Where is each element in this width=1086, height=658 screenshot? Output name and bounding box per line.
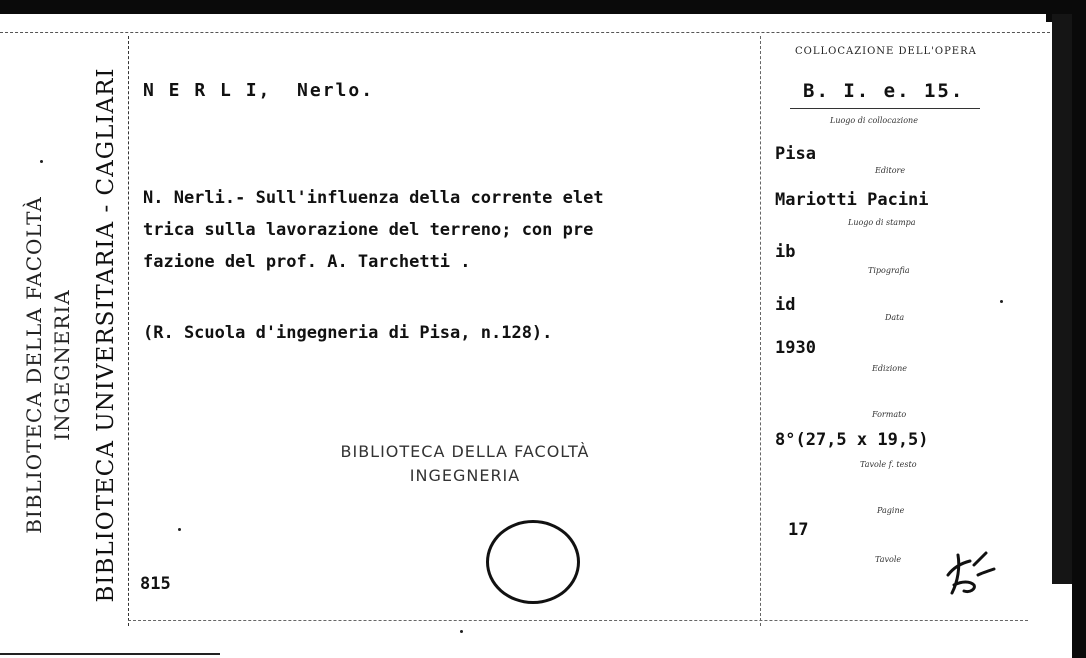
scan-border-top [0,0,1086,14]
card-rule-top [0,32,1050,33]
card-rule-right [760,36,761,626]
label-editore: Editore [875,166,906,175]
signature-initials [940,545,1000,600]
scan-speck [1000,300,1003,303]
title-line-2: trica sulla lavorazione del terreno; con pre [143,220,594,240]
label-tavole: Tavole [875,555,902,564]
pages: 17 [788,520,809,540]
inventory-number: 815 [140,574,171,594]
date: id [775,295,796,315]
scan-edge-bottom [0,653,220,655]
faculty-stamp-line1: BIBLIOTECA DELLA FACOLTÀ [22,196,46,534]
faculty-stamp [330,440,600,488]
shelfmark-underline [790,108,980,109]
place-of-publication: Pisa [775,144,816,164]
card-rule-bottom [128,620,1028,621]
title-line-1: N. Nerli.- Sull'influenza della corrente elet [143,188,604,208]
title-line-3: fazione del prof. A. Tarchetti . [143,252,471,272]
faculty-stamp-center-line2: INGEGNERIA [409,466,521,485]
label-fuori-testo: Tavole f. testo [860,460,917,469]
edition-year: 1930 [775,338,816,358]
label-luogo: Luogo di stampa [848,218,916,227]
faculty-stamp-line2: INGEGNERIA [50,289,74,441]
faculty-stamp-vertical [20,196,76,534]
label-collocazione: Luogo di collocazione [830,116,918,125]
scan-speck [460,630,463,633]
card-rule-left [128,36,129,626]
scan-speck [40,160,43,163]
series-statement: (R. Scuola d'ingegneria di Pisa, n.128). [143,323,553,343]
scan-speck [178,528,181,531]
printer: ib [775,242,796,262]
format: 8°(27,5 x 19,5) [775,430,929,450]
library-name-vertical: BIBLIOTECA UNIVERSITARIA - CAGLIARI [93,67,119,603]
label-edizione: Edizione [872,364,907,373]
scan-border-right [1072,0,1086,658]
label-formato: Formato [872,410,907,419]
author-heading: N E R L I, Nerlo. [143,80,375,101]
label-data: Data [885,313,905,322]
publisher: Mariotti Pacini [775,190,929,210]
label-pagine: Pagine [877,506,905,515]
label-tipografia: Tipografia [868,266,910,275]
shelfmark: B. I. e. 15. [803,80,965,102]
scan-shadow-right [1052,14,1072,584]
faculty-stamp-center-line1: BIBLIOTECA DELLA FACOLTÀ [340,442,590,461]
circular-stamp [486,520,580,604]
collocation-heading: COLLOCAZIONE DELL'OPERA [795,46,977,57]
